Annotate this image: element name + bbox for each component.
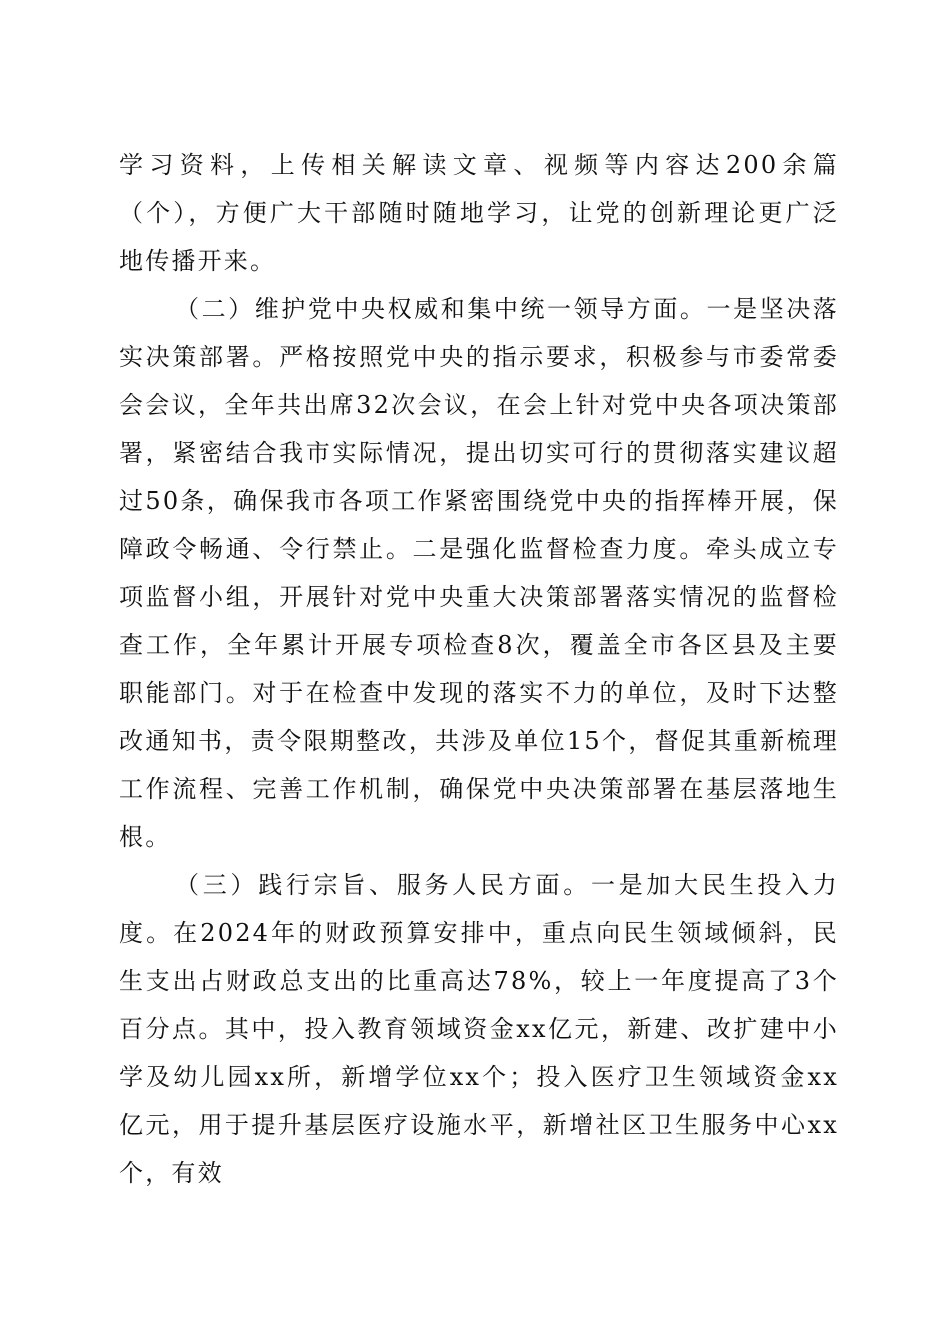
paragraph-continuation: 学习资料，上传相关解读文章、视频等内容达200余篇（个），方便广大干部随时随地学习，让党的创新理论更广泛地传播开来。	[119, 151, 839, 275]
document-body	[119, 141, 839, 1197]
paragraph-section-three: （三）践行宗旨、服务人民方面。一是加大民生投入力度。在2024年的财政预算安排中，重点向民生领域倾斜，民生支出占财政总支出的比重高达78%，较上一年度提高了3个百分点。其中，投入教育领域资金xx亿元，新建、改扩建中小学及幼儿园xx所，新增学位xx个；投入医疗卫生领域资金xx亿元，用于提升基层医疗设施水平，新增社区卫生服务中心xx个，有效	[119, 871, 839, 1187]
paragraph-section-two: （二）维护党中央权威和集中统一领导方面。一是坚决落实决策部署。严格按照党中央的指示要求，积极参与市委常委会会议，全年共出席32次会议，在会上针对党中央各项决策部署，紧密结合我市实际情况，提出切实可行的贯彻落实建议超过50条，确保我市各项工作紧密围绕党中央的指挥棒开展，保障政令畅通、令行禁止。二是强化监督检查力度。牵头成立专项监督小组，开展针对党中央重大决策部署落实情况的监督检查工作，全年累计开展专项检查8次，覆盖全市各区县及主要职能部门。对于在检查中发现的落实不力的单位，及时下达整改通知书，责令限期整改，共涉及单位15个，督促其重新梳理工作流程、完善工作机制，确保党中央决策部署在基层落地生根。	[119, 295, 839, 851]
